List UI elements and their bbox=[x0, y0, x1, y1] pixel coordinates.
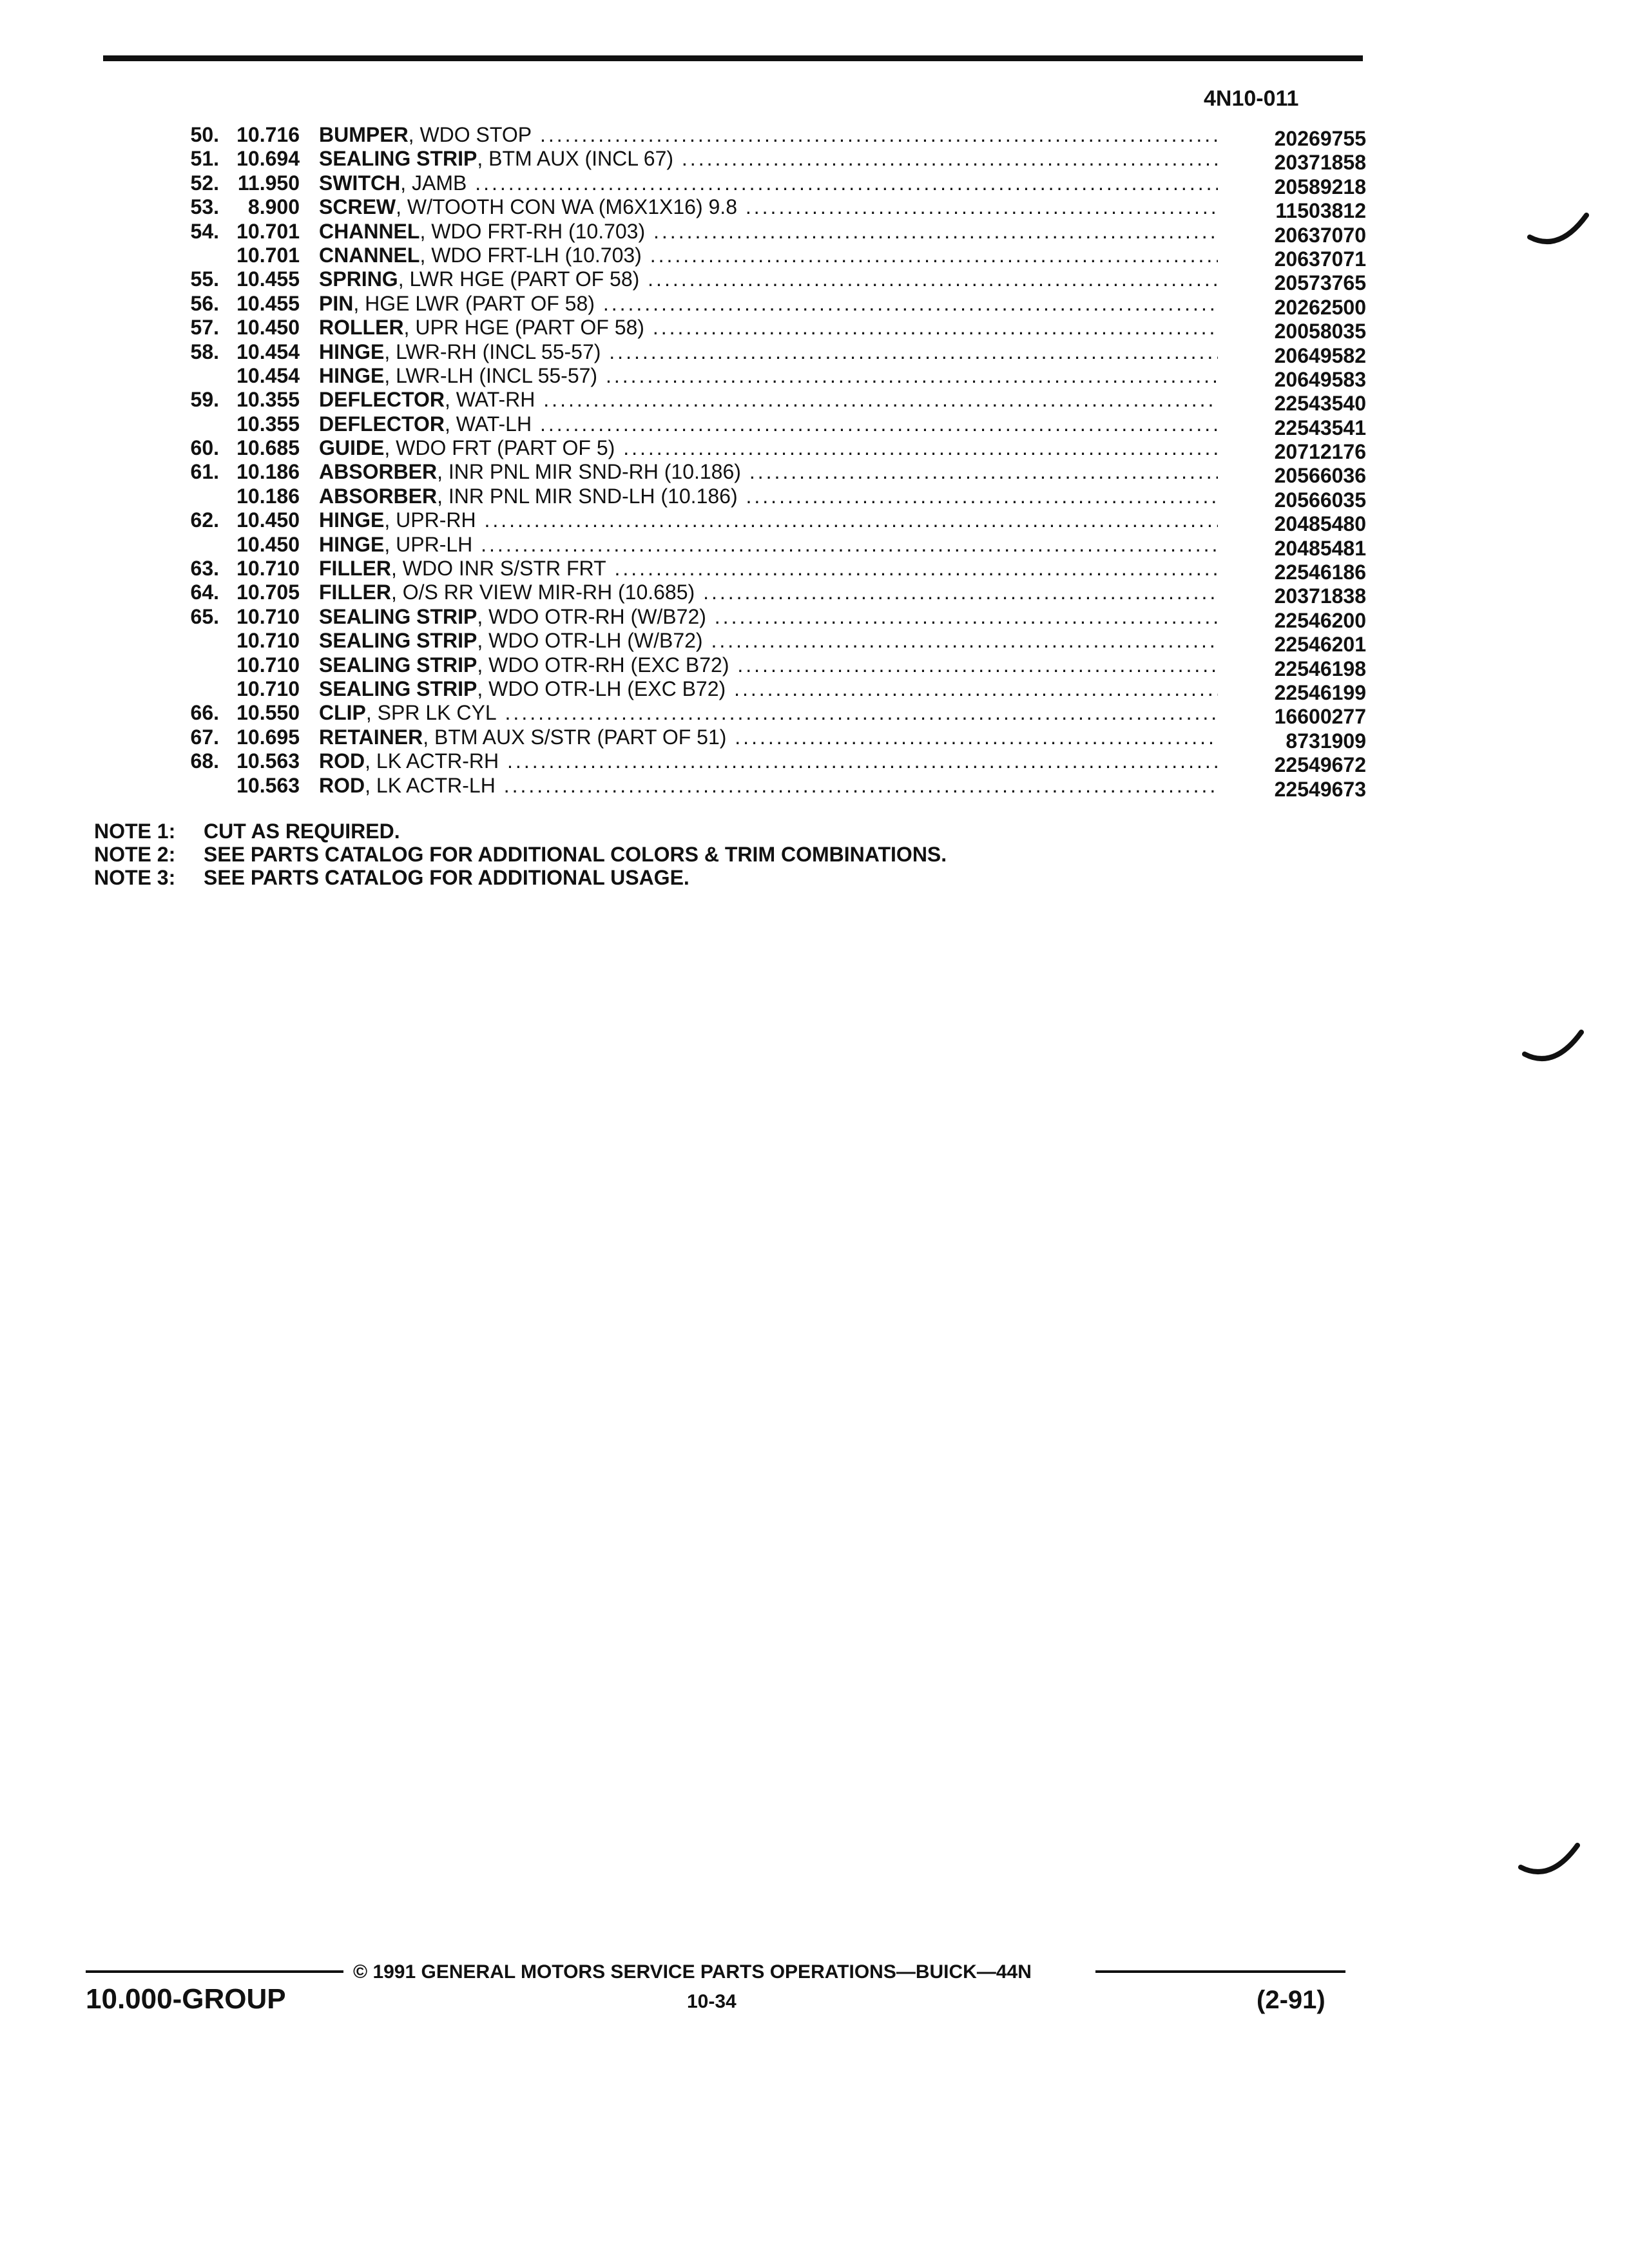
part-number: 11503812 bbox=[1275, 199, 1366, 223]
group-label: 10.000-GROUP bbox=[86, 1983, 286, 2015]
part-number: 20058035 bbox=[1274, 320, 1366, 343]
part-detail: , WDO OTR-LH (W/B72) bbox=[477, 629, 703, 653]
binder-hole-mark-middle bbox=[1522, 1030, 1584, 1075]
part-number: 8731909 bbox=[1286, 729, 1366, 753]
part-description bbox=[319, 459, 1218, 484]
part-name: ABSORBER bbox=[319, 460, 438, 484]
group-number: 10.695 bbox=[236, 725, 300, 749]
part-description bbox=[319, 195, 1218, 219]
group-number: 10.705 bbox=[236, 581, 300, 604]
part-detail: , WAT-LH bbox=[444, 412, 532, 436]
part-number: 22543541 bbox=[1274, 416, 1366, 439]
part-description bbox=[319, 604, 1218, 629]
group-number: 10.355 bbox=[236, 412, 300, 436]
part-row bbox=[161, 773, 1366, 801]
part-detail: , JAMB bbox=[400, 171, 467, 195]
part-row bbox=[161, 508, 1366, 536]
part-description bbox=[319, 508, 1218, 532]
group-number: 10.710 bbox=[236, 629, 300, 653]
part-description bbox=[319, 484, 1218, 508]
item-number: 57. bbox=[190, 316, 219, 340]
group-number: 10.450 bbox=[236, 532, 300, 556]
part-name: SWITCH bbox=[319, 171, 401, 195]
part-number: 22549673 bbox=[1274, 777, 1366, 801]
part-detail: , INR PNL MIR SND-RH (10.186) bbox=[437, 460, 741, 484]
part-number: 20712176 bbox=[1274, 440, 1366, 464]
part-description bbox=[319, 387, 1218, 412]
footer-rule-left bbox=[86, 1970, 343, 1973]
part-description bbox=[319, 315, 1218, 340]
part-row bbox=[161, 484, 1366, 512]
part-row bbox=[161, 219, 1366, 247]
part-name: RETAINER bbox=[319, 725, 423, 749]
part-detail: , W/TOOTH CON WA (M6X1X16) 9.8 bbox=[396, 195, 737, 219]
part-number: 16600277 bbox=[1274, 705, 1366, 729]
part-row bbox=[161, 436, 1366, 464]
part-description bbox=[319, 556, 1218, 581]
part-name: FILLER bbox=[319, 557, 391, 581]
part-detail: , BTM AUX S/STR (PART OF 51) bbox=[423, 725, 727, 749]
part-number: 22543540 bbox=[1274, 392, 1366, 416]
part-name: SCREW bbox=[319, 195, 396, 219]
binder-hole-mark-bottom bbox=[1518, 1843, 1580, 1888]
part-name: ROD bbox=[319, 773, 365, 797]
part-detail: , UPR-RH bbox=[384, 508, 476, 532]
part-description bbox=[319, 436, 1218, 460]
part-detail: , LWR-LH (INCL 55-57) bbox=[384, 363, 598, 387]
part-row bbox=[161, 459, 1366, 488]
group-number: 10.454 bbox=[236, 340, 300, 363]
item-number: 50. bbox=[190, 123, 219, 146]
item-number: 55. bbox=[190, 267, 219, 291]
part-detail: , LWR HGE (PART OF 58) bbox=[398, 267, 640, 291]
part-number: 20485481 bbox=[1274, 536, 1366, 560]
note-label: NOTE 1: bbox=[94, 820, 176, 843]
item-number: 53. bbox=[190, 195, 219, 219]
part-detail: , LK ACTR-RH bbox=[365, 749, 499, 773]
part-detail: , WDO STOP bbox=[408, 123, 532, 146]
item-number: 59. bbox=[190, 388, 219, 412]
group-number: 10.450 bbox=[236, 316, 300, 340]
part-description bbox=[319, 340, 1218, 364]
item-number: 52. bbox=[190, 171, 219, 195]
part-description bbox=[319, 219, 1218, 244]
item-number: 66. bbox=[190, 701, 219, 725]
part-detail: , WDO OTR-LH (EXC B72) bbox=[477, 677, 726, 700]
group-number: 10.563 bbox=[236, 773, 300, 797]
part-name: SEALING STRIP bbox=[319, 629, 477, 653]
part-detail: , LWR-RH (INCL 55-57) bbox=[384, 340, 601, 363]
part-description bbox=[319, 267, 1218, 291]
part-name: CNANNEL bbox=[319, 243, 420, 267]
group-number: 10.186 bbox=[236, 460, 300, 484]
part-detail: , LK ACTR-LH bbox=[365, 773, 496, 797]
part-description bbox=[319, 677, 1218, 701]
parts-list bbox=[161, 122, 1366, 801]
note-text: CUT AS REQUIRED. bbox=[204, 820, 400, 843]
part-detail: , INR PNL MIR SND-LH (10.186) bbox=[437, 484, 738, 508]
part-description bbox=[319, 171, 1218, 195]
item-number: 60. bbox=[190, 436, 219, 460]
part-row bbox=[161, 315, 1366, 343]
part-description bbox=[319, 749, 1218, 773]
group-number: 10.701 bbox=[236, 219, 300, 243]
part-row bbox=[161, 412, 1366, 439]
part-detail: , HGE LWR (PART OF 58) bbox=[353, 291, 595, 315]
part-detail: , WDO FRT (PART OF 5) bbox=[384, 436, 615, 460]
part-number: 20649582 bbox=[1274, 343, 1366, 367]
group-number: 10.455 bbox=[236, 267, 300, 291]
part-row bbox=[161, 628, 1366, 657]
part-number: 20589218 bbox=[1274, 175, 1366, 198]
part-number: 20649583 bbox=[1274, 367, 1366, 391]
part-name: PIN bbox=[319, 291, 354, 315]
part-number: 20269755 bbox=[1274, 127, 1366, 150]
part-name: ROD bbox=[319, 749, 365, 773]
part-number: 20485480 bbox=[1274, 512, 1366, 536]
part-detail: , WDO OTR-RH (EXC B72) bbox=[477, 653, 729, 677]
part-name: CHANNEL bbox=[319, 219, 420, 243]
note-label: NOTE 3: bbox=[94, 866, 176, 889]
part-name: SEALING STRIP bbox=[319, 653, 477, 677]
copyright-line: © 1991 GENERAL MOTORS SERVICE PARTS OPERATIONS—BUICK—44N bbox=[353, 1961, 1032, 1983]
part-name: HINGE bbox=[319, 340, 385, 363]
part-row bbox=[161, 387, 1366, 416]
note-line bbox=[94, 866, 947, 889]
part-row bbox=[161, 195, 1366, 223]
group-number: 10.454 bbox=[236, 363, 300, 387]
group-number: 10.710 bbox=[236, 604, 300, 628]
part-name: GUIDE bbox=[319, 436, 385, 460]
part-description bbox=[319, 243, 1218, 267]
item-number: 65. bbox=[190, 604, 219, 628]
part-description bbox=[319, 725, 1218, 749]
part-description bbox=[319, 412, 1218, 436]
group-number: 10.710 bbox=[236, 653, 300, 677]
part-name: SPRING bbox=[319, 267, 398, 291]
note-text: SEE PARTS CATALOG FOR ADDITIONAL COLORS & TRIM COMBINATIONS. bbox=[204, 843, 947, 866]
part-description bbox=[319, 628, 1218, 653]
part-row bbox=[161, 556, 1366, 584]
part-description bbox=[319, 773, 1218, 798]
group-number: 10.701 bbox=[236, 243, 300, 267]
group-number: 10.455 bbox=[236, 291, 300, 315]
group-number: 10.694 bbox=[236, 147, 300, 171]
part-row bbox=[161, 291, 1366, 319]
note-label: NOTE 2: bbox=[94, 843, 176, 866]
group-number: 10.563 bbox=[236, 749, 300, 773]
header-rule bbox=[103, 55, 1363, 61]
part-description bbox=[319, 122, 1218, 147]
part-name: ROLLER bbox=[319, 316, 404, 340]
footer-rule-right bbox=[1095, 1970, 1345, 1973]
item-number: 62. bbox=[190, 508, 219, 532]
part-name: DEFLECTOR bbox=[319, 388, 445, 412]
part-name: HINGE bbox=[319, 508, 385, 532]
group-number: 10.710 bbox=[236, 557, 300, 581]
part-row bbox=[161, 243, 1366, 271]
part-name: HINGE bbox=[319, 532, 385, 556]
part-description bbox=[319, 363, 1218, 388]
part-row bbox=[161, 532, 1366, 560]
part-number: 20637071 bbox=[1274, 247, 1366, 271]
part-description bbox=[319, 700, 1218, 725]
part-detail: , BTM AUX (INCL 67) bbox=[477, 147, 674, 171]
document-code: 4N10-011 bbox=[1204, 86, 1299, 111]
part-detail: , WAT-RH bbox=[444, 388, 535, 412]
part-detail: , WDO INR S/STR FRT bbox=[390, 557, 606, 581]
part-row bbox=[161, 363, 1366, 391]
item-number: 61. bbox=[190, 460, 219, 484]
page-number: 10-34 bbox=[687, 1991, 737, 2012]
part-number: 22546201 bbox=[1274, 633, 1366, 657]
part-row bbox=[161, 171, 1366, 198]
group-number: 8.900 bbox=[247, 195, 300, 219]
notes-section bbox=[94, 820, 947, 889]
note-line bbox=[94, 843, 947, 866]
part-number: 20371858 bbox=[1274, 151, 1366, 175]
part-name: BUMPER bbox=[319, 123, 409, 146]
part-detail: , SPR LK CYL bbox=[365, 701, 497, 725]
item-number: 51. bbox=[190, 147, 219, 171]
part-number: 20371838 bbox=[1274, 584, 1366, 608]
item-number: 67. bbox=[190, 725, 219, 749]
group-number: 10.186 bbox=[236, 484, 300, 508]
group-number: 10.550 bbox=[236, 701, 300, 725]
part-detail: , WDO FRT-LH (10.703) bbox=[419, 243, 642, 267]
part-name: CLIP bbox=[319, 701, 366, 725]
note-text: SEE PARTS CATALOG FOR ADDITIONAL USAGE. bbox=[204, 866, 689, 889]
part-row bbox=[161, 677, 1366, 704]
part-row bbox=[161, 700, 1366, 729]
part-description bbox=[319, 291, 1218, 316]
part-description bbox=[319, 580, 1218, 604]
part-number: 20573765 bbox=[1274, 271, 1366, 295]
note-line bbox=[94, 820, 947, 843]
group-number: 10.716 bbox=[236, 123, 300, 146]
item-number: 64. bbox=[190, 581, 219, 604]
part-row bbox=[161, 653, 1366, 680]
item-number: 54. bbox=[190, 219, 219, 243]
part-row bbox=[161, 580, 1366, 608]
part-description bbox=[319, 146, 1218, 171]
part-number: 22549672 bbox=[1274, 753, 1366, 777]
part-number: 20566035 bbox=[1274, 488, 1366, 512]
group-number: 10.355 bbox=[236, 388, 300, 412]
group-number: 10.710 bbox=[236, 677, 300, 700]
part-row bbox=[161, 604, 1366, 632]
part-name: FILLER bbox=[319, 581, 391, 604]
part-name: SEALING STRIP bbox=[319, 147, 477, 171]
part-description bbox=[319, 532, 1218, 557]
part-description bbox=[319, 653, 1218, 677]
item-number: 68. bbox=[190, 749, 219, 773]
part-name: SEALING STRIP bbox=[319, 604, 477, 628]
part-row bbox=[161, 725, 1366, 753]
part-row bbox=[161, 749, 1366, 777]
part-row bbox=[161, 340, 1366, 367]
part-detail: , UPR-LH bbox=[384, 532, 473, 556]
part-name: SEALING STRIP bbox=[319, 677, 477, 700]
part-detail: , UPR HGE (PART OF 58) bbox=[403, 316, 644, 340]
part-number: 22546198 bbox=[1274, 657, 1366, 680]
item-number: 56. bbox=[190, 291, 219, 315]
group-number: 10.685 bbox=[236, 436, 300, 460]
part-name: HINGE bbox=[319, 363, 385, 387]
part-name: ABSORBER bbox=[319, 484, 438, 508]
part-number: 22546200 bbox=[1274, 608, 1366, 632]
group-number: 11.950 bbox=[237, 171, 300, 195]
part-detail: , WDO FRT-RH (10.703) bbox=[419, 219, 646, 243]
item-number: 63. bbox=[190, 557, 219, 581]
part-number: 22546199 bbox=[1274, 680, 1366, 704]
binder-hole-mark-top bbox=[1527, 213, 1589, 258]
part-name: DEFLECTOR bbox=[319, 412, 445, 436]
part-number: 20262500 bbox=[1274, 295, 1366, 319]
group-number: 10.450 bbox=[236, 508, 300, 532]
part-row bbox=[161, 146, 1366, 175]
item-number: 58. bbox=[190, 340, 219, 363]
part-detail: , O/S RR VIEW MIR-RH (10.685) bbox=[390, 581, 695, 604]
part-detail: , WDO OTR-RH (W/B72) bbox=[477, 604, 706, 628]
part-row bbox=[161, 122, 1366, 150]
part-number: 20637070 bbox=[1274, 223, 1366, 247]
part-row bbox=[161, 267, 1366, 295]
part-number: 22546186 bbox=[1274, 561, 1366, 584]
revision-date: (2-91) bbox=[1257, 1986, 1325, 2014]
part-number: 20566036 bbox=[1274, 464, 1366, 488]
